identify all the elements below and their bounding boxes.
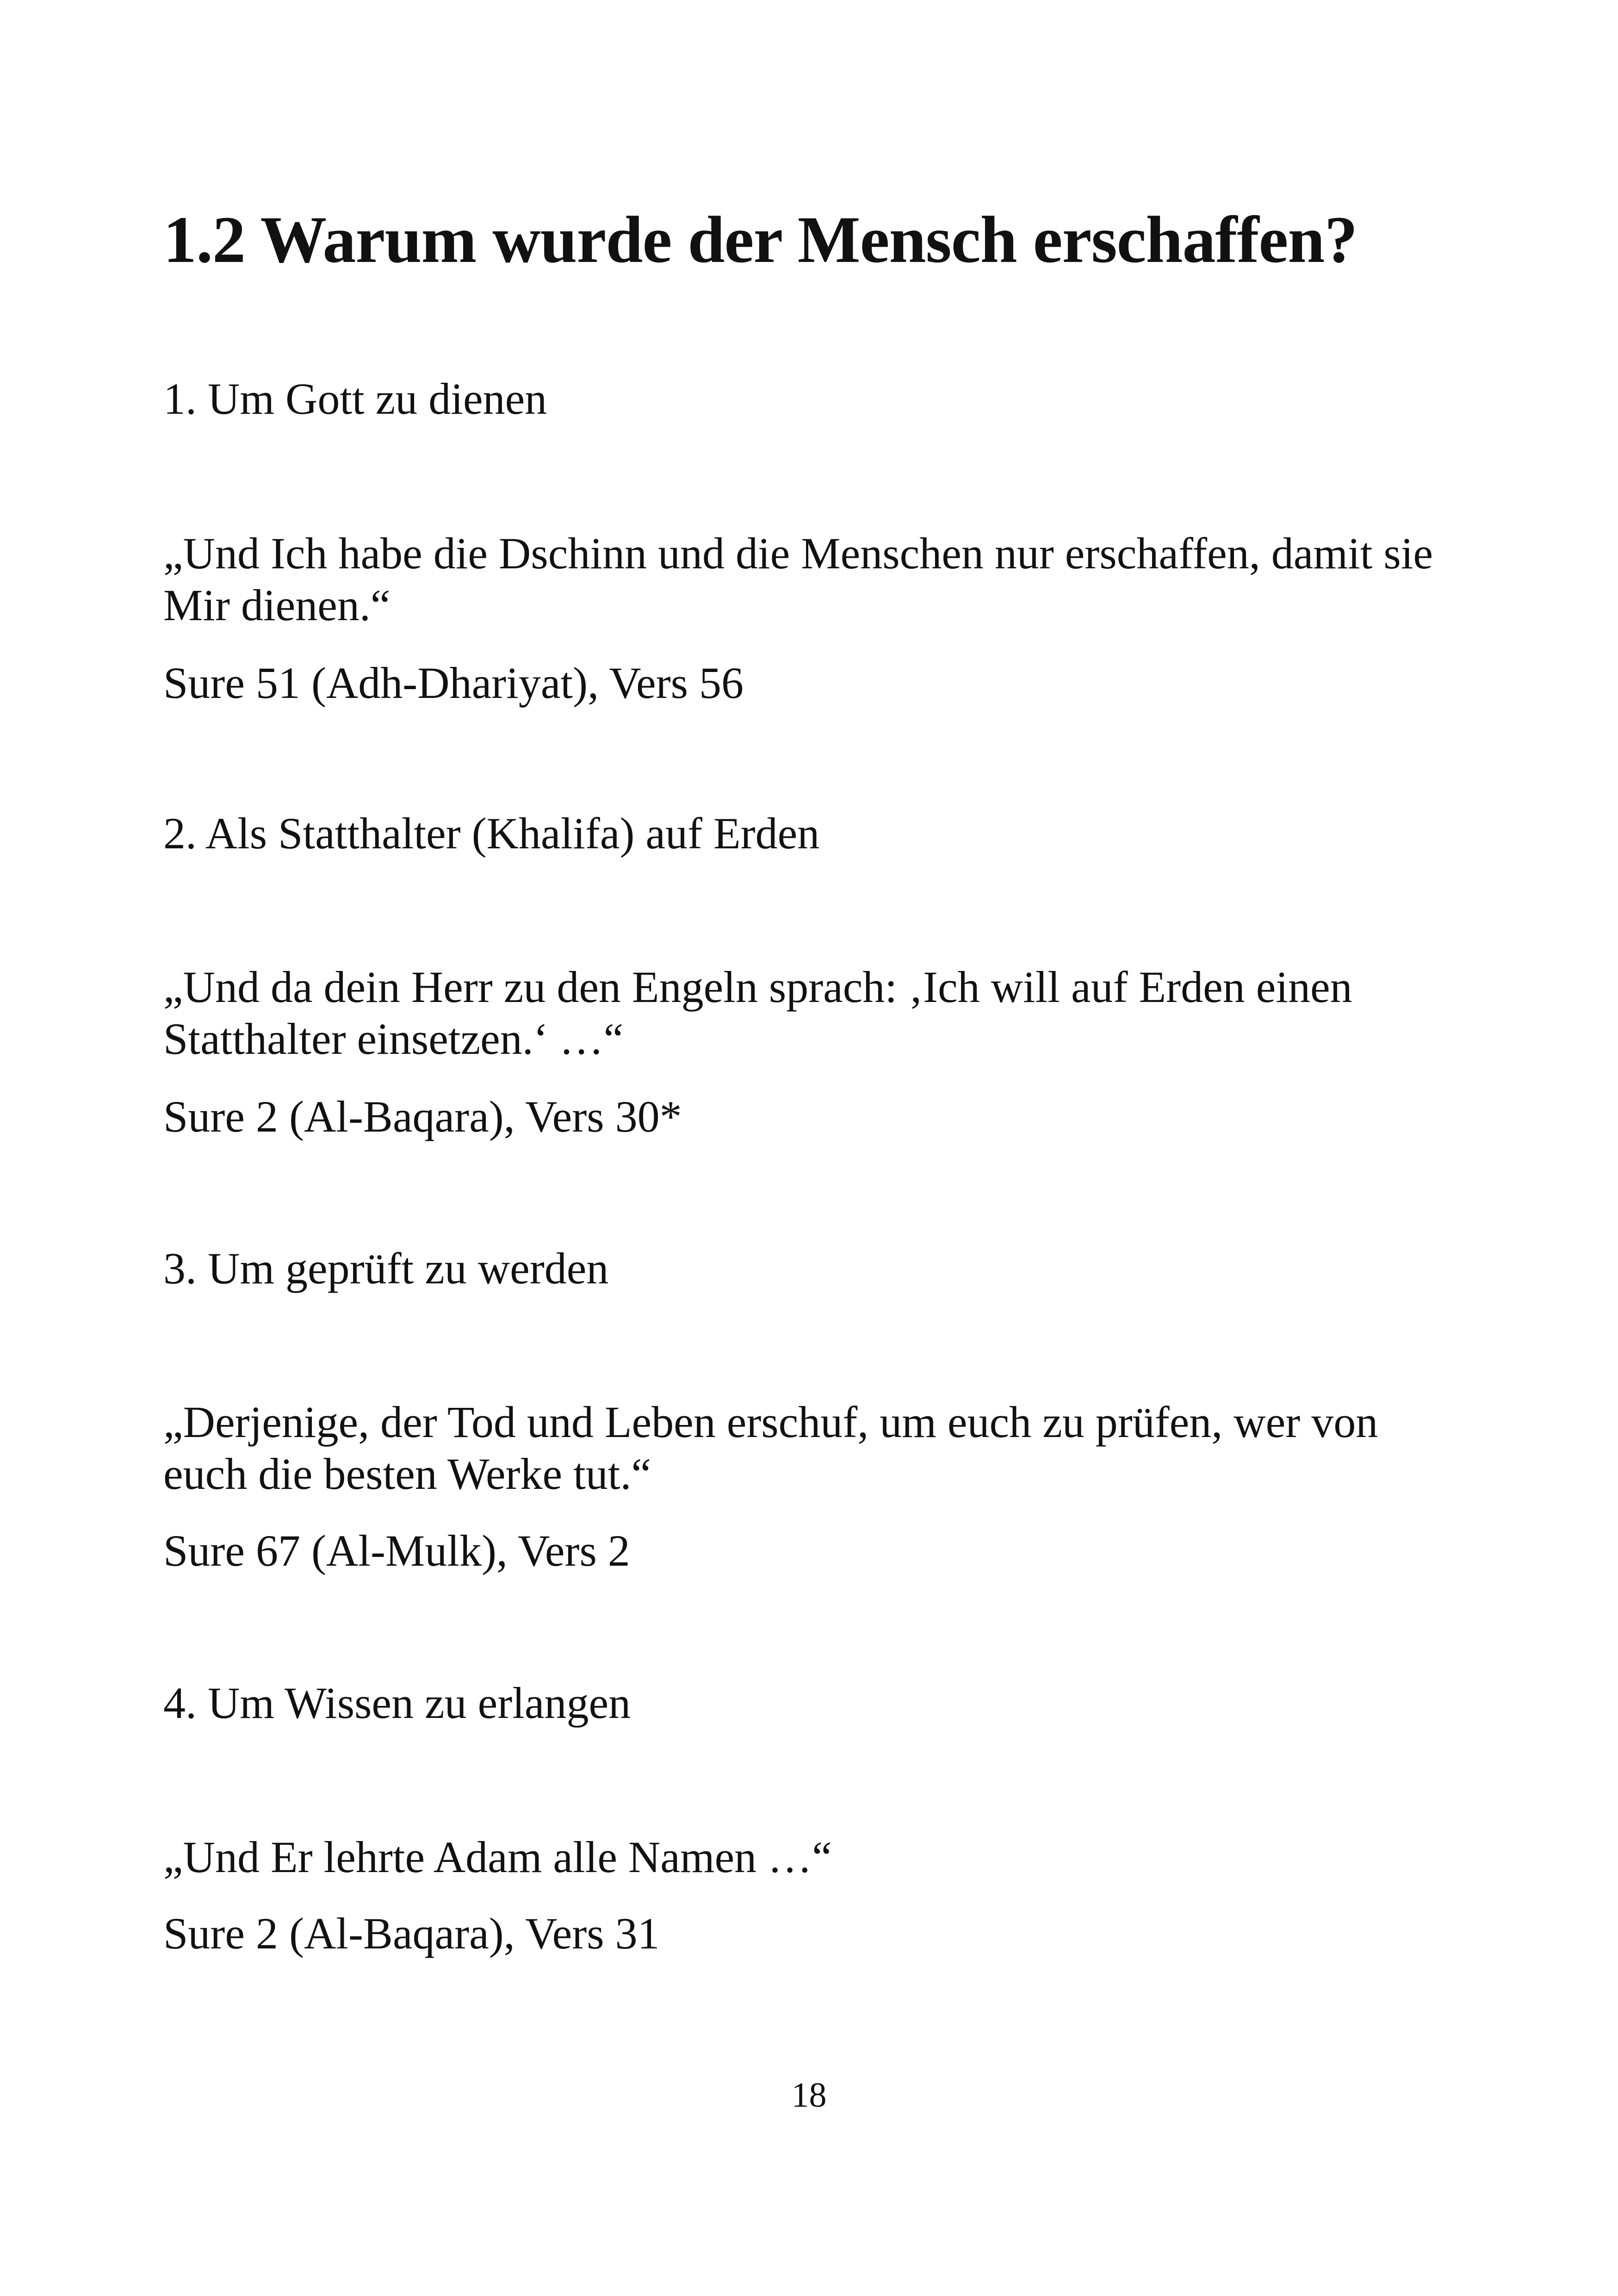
section-heading: 1.2 Warum wurde der Mensch erschaffen? <box>163 203 1358 277</box>
reason-3-title: 3. Um geprüft zu werden <box>163 1244 609 1293</box>
reason-4-citation: Sure 2 (Al-Baqara), Vers 31 <box>163 1909 660 1958</box>
reason-1-title: 1. Um Gott zu dienen <box>163 374 547 423</box>
page-number: 18 <box>791 2076 827 2115</box>
reason-3-quote: „Derjenige, der Tod und Leben erschuf, um euch zu prüfen, wer von euch die besten Werke tut.“ <box>163 1397 1378 1499</box>
reason-1-citation: Sure 51 (Adh-Dhariyat), Vers 56 <box>163 658 744 708</box>
reason-1-quote: „Und Ich habe die Dschinn und die Menschen nur erschaffen, damit sie Mir dienen.“ <box>163 529 1433 630</box>
reason-2-quote: „Und da dein Herr zu den Engeln sprach: ‚Ich will auf Erden einen Statthalter einsetzen.‘ …“ <box>163 962 1352 1064</box>
reason-2-citation: Sure 2 (Al-Baqara), Vers 30* <box>163 1092 682 1141</box>
reason-3-citation: Sure 67 (Al-Mulk), Vers 2 <box>163 1526 630 1575</box>
reason-4-quote: „Und Er lehrte Adam alle Namen …“ <box>163 1832 832 1882</box>
reason-4-title: 4. Um Wissen zu erlangen <box>163 1678 631 1728</box>
reason-2-title: 2. Als Statthalter (Khalifa) auf Erden <box>163 809 820 858</box>
